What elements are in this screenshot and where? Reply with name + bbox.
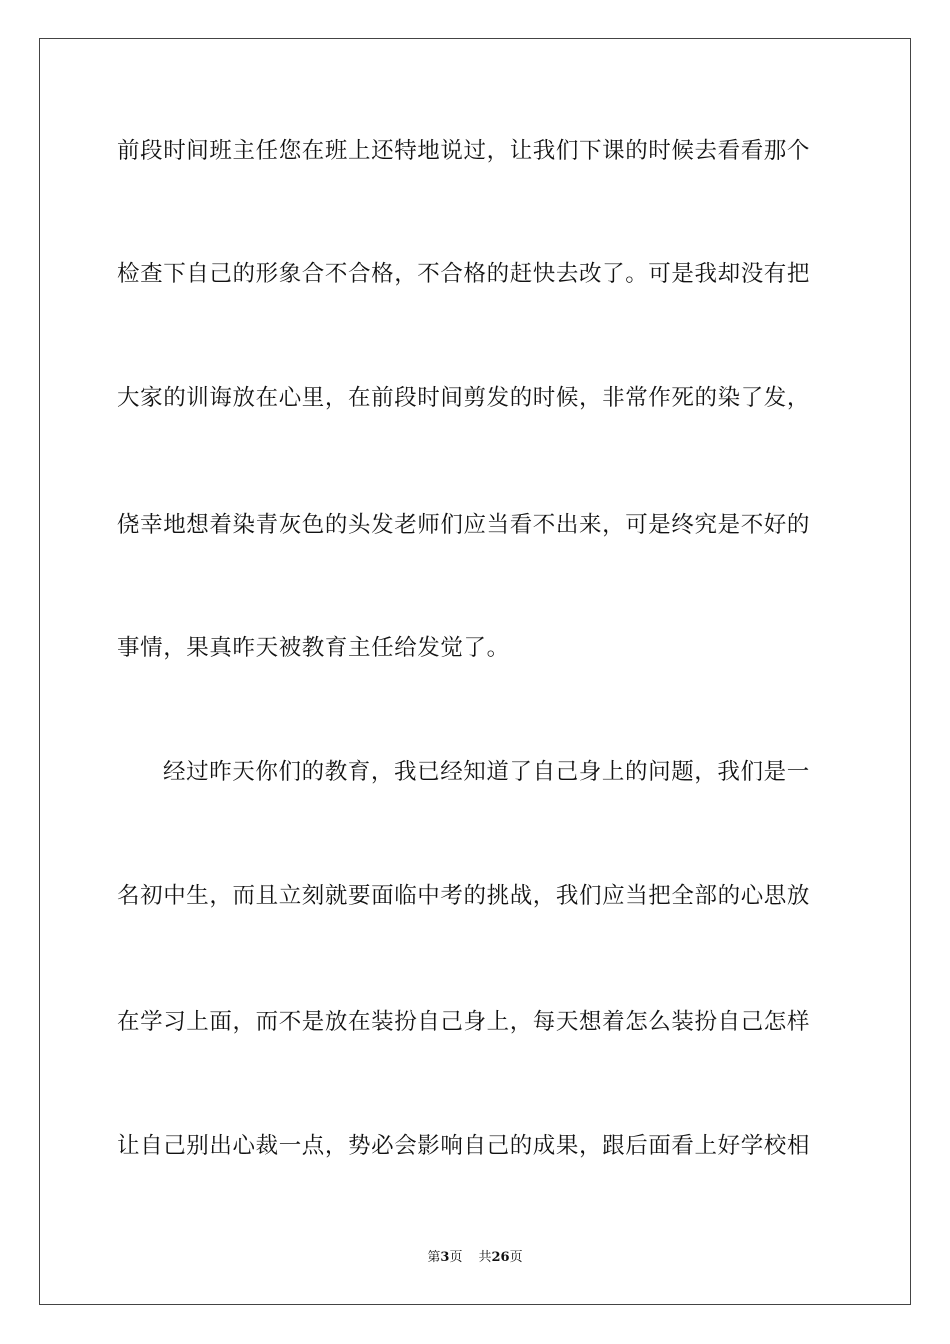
page-border — [39, 38, 911, 1305]
text-line: 侥幸地想着染青灰色的头发老师们应当看不出来，可是终究是不好的 — [117, 512, 811, 538]
text-line: 检查下自己的形象合不合格，不合格的赶快去改了。可是我却没有把 — [117, 261, 811, 287]
text-line: 名初中生，而且立刻就要面临中考的挑战，我们应当把全部的心思放 — [117, 883, 811, 909]
page-number: 3 — [440, 1250, 450, 1265]
page-footer — [0, 1249, 950, 1267]
total-pages: 26 — [491, 1250, 510, 1265]
text-line: 让自己别出心裁一点，势必会影响自己的成果，跟后面看上好学校相 — [117, 1133, 811, 1159]
text-line: 前段时间班主任您在班上还特地说过，让我们下课的时候去看看那个 — [117, 138, 811, 164]
text-line: 事情，果真昨天被教育主任给发觉了。 — [117, 635, 510, 661]
text-line: 大家的训诲放在心里，在前段时间剪发的时候，非常作死的染了发， — [117, 385, 811, 411]
text-line: 在学习上面，而不是放在装扮自己身上，每天想着怎么装扮自己怎样 — [117, 1009, 811, 1035]
total-suffix: 页 — [509, 1250, 523, 1265]
page-prefix: 第 — [427, 1250, 441, 1265]
page-suffix: 页 — [449, 1250, 463, 1265]
total-prefix: 共 — [478, 1250, 492, 1265]
paragraph-indented-line: 经过昨天你们的教育，我已经知道了自己身上的问题，我们是一 — [163, 759, 810, 785]
